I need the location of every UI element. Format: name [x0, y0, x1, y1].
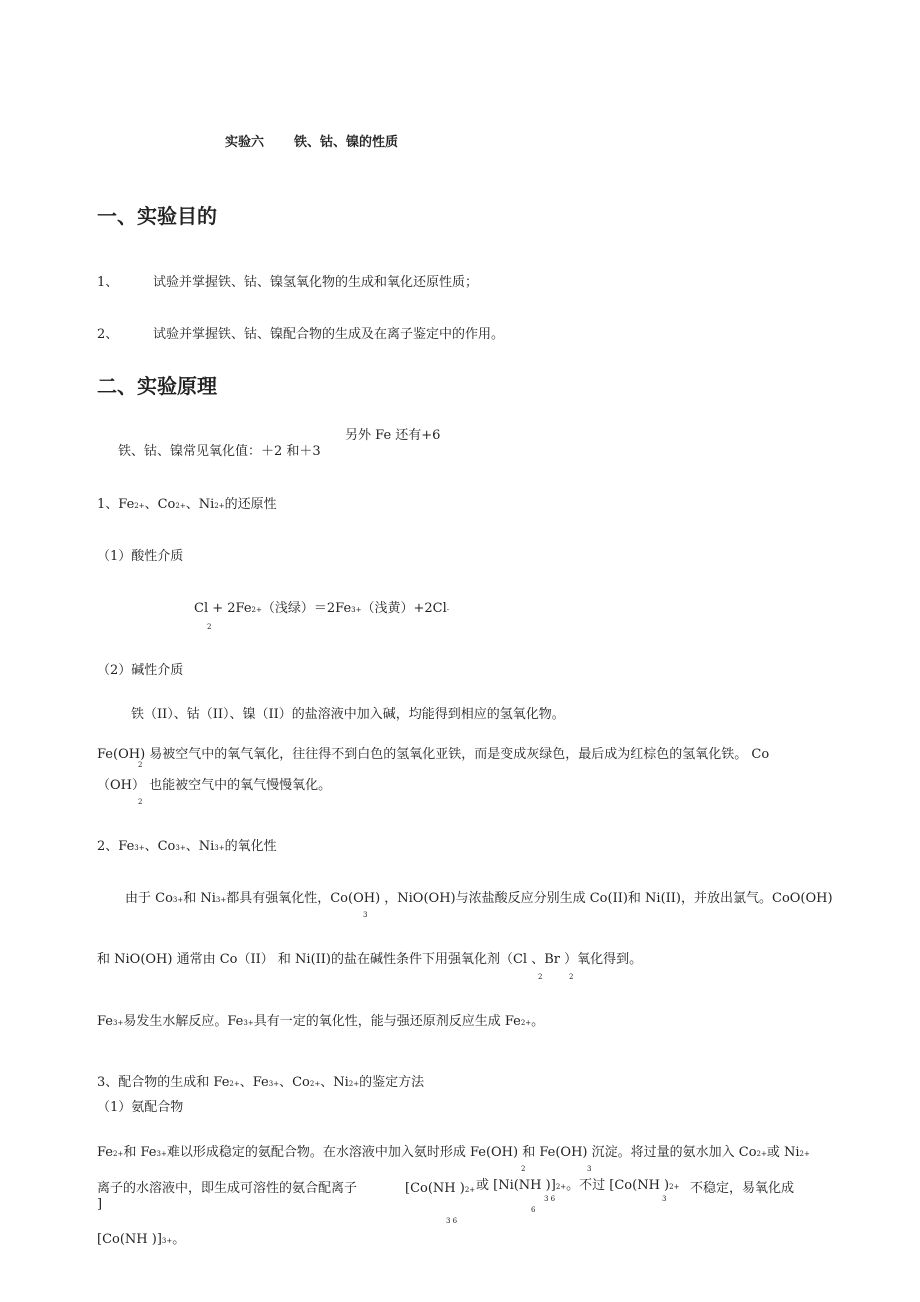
oxidation-states-text: 铁、钴、镍常见氧化值：＋2 和＋3 [118, 444, 321, 459]
experiment-number: 实验六 [225, 135, 265, 150]
fe3-hydrolysis-text: Fe3+易发生水解反应。Fe3+具有一定的氧化性，能与强还原剂反应生成 Fe2+。 [97, 1014, 545, 1029]
ni-nh3-coord-subscript: 6 [531, 1206, 536, 1214]
chlorine-subscript: 2 [207, 623, 212, 631]
reducing-heading: 1、Fe2+、Co2+、Ni2+的还原性 [97, 497, 277, 512]
base-medium-text: 铁（II）、钴（II）、镍（II）的盐溶液中加入碱，均能得到相应的氢氧化物。 [131, 707, 565, 722]
ammine-bracket: ] [97, 1197, 103, 1212]
ammine-text-line1: Fe2+和 Fe3+难以形成稳定的氨配合物。在水溶液中加入氨时形成 Fe(OH) 和 Fe(OH) 沉淀。将过量的氨水加入 Co2+或 Ni2+ [97, 1145, 810, 1160]
nio-preparation-text: 和 NiO(OH) 通常由 Co（II） 和 Ni(II)的盐在碱性条件下用强氧化剂（Cl 、Br ）氧化得到。 [97, 952, 643, 967]
objective-1-text: 试验并掌握铁、钴、镍氢氧化物的生成和氧化还原性质； [153, 275, 479, 290]
br2-subscript: 2 [569, 973, 574, 981]
feoh-subscript: 2 [138, 761, 143, 769]
fe-extra-oxidation-note: 另外 Fe 还有+6 [345, 428, 441, 443]
complexes-heading: 3、配合物的生成和 Fe2+、Fe3+、Co2+、Ni2+的鉴定方法 [97, 1075, 425, 1090]
chlorine-equation: Cl + 2Fe2+（浅绿）＝2Fe3+（浅黄）+2Cl- [194, 601, 450, 616]
objective-2-text: 试验并掌握铁、钴、镍配合物的生成及在离子鉴定中的作用。 [153, 327, 505, 342]
cooh3-subscript: 3 [363, 911, 368, 919]
objective-1-number: 1、 [97, 275, 119, 290]
cooh-subscript: 2 [138, 798, 143, 806]
co-nh3-subscript: 3 6 [446, 1217, 458, 1225]
section-heading-objectives: 一、实验目的 [97, 204, 217, 228]
feoh3-subscript: 3 [587, 1165, 592, 1173]
base-medium-label: （2）碱性介质 [97, 663, 184, 678]
experiment-title: 铁、钴、镍的性质 [294, 135, 399, 150]
feoh-oxidation-text: Fe(OH) 易被空气中的氧气氧化，往往得不到白色的氢氧化亚铁，而是变成灰绿色，最后成为红棕色的氢氧化铁。 Co [97, 747, 770, 762]
cooh-oxidation-text: （OH） 也能被空气中的氧气慢慢氧化。 [97, 778, 332, 793]
co-nh3-complex: [Co(NH )2+ [405, 1181, 476, 1196]
ammine-text-line2-end: 不稳定，易氧化成 [690, 1181, 795, 1196]
strong-oxidizer-text: 由于 Co3+和 Ni3+都具有强氧化性，Co(OH) ，NiO(OH)与浓盐酸反应分别生成 Co(II)和 Ni(II)，并放出氯气。CoO(OH) [125, 891, 833, 906]
co-nh3-second-subscript: 3 [662, 1195, 667, 1203]
cl2-subscript: 2 [538, 973, 543, 981]
co3-complex-text: [Co(NH )]3+。 [97, 1232, 186, 1247]
ni-nh3-complex: 或 [Ni(NH )]2+。不过 [Co(NH )2+ [476, 1178, 680, 1193]
ni-nh3-subscript: 3 6 [544, 1195, 556, 1203]
acid-medium-label: （1）酸性介质 [97, 549, 184, 564]
ammine-complex-label: （1）氨配合物 [97, 1100, 184, 1115]
oxidizing-heading: 2、Fe3+、Co3+、Ni3+的氧化性 [97, 839, 277, 854]
ammine-text-line2a: 离子的水溶液中，即生成可溶性的氨合配离子 [97, 1181, 358, 1196]
feoh2-subscript: 2 [521, 1165, 526, 1173]
section-heading-principles: 二、实验原理 [97, 374, 217, 398]
objective-2-number: 2、 [97, 327, 119, 342]
